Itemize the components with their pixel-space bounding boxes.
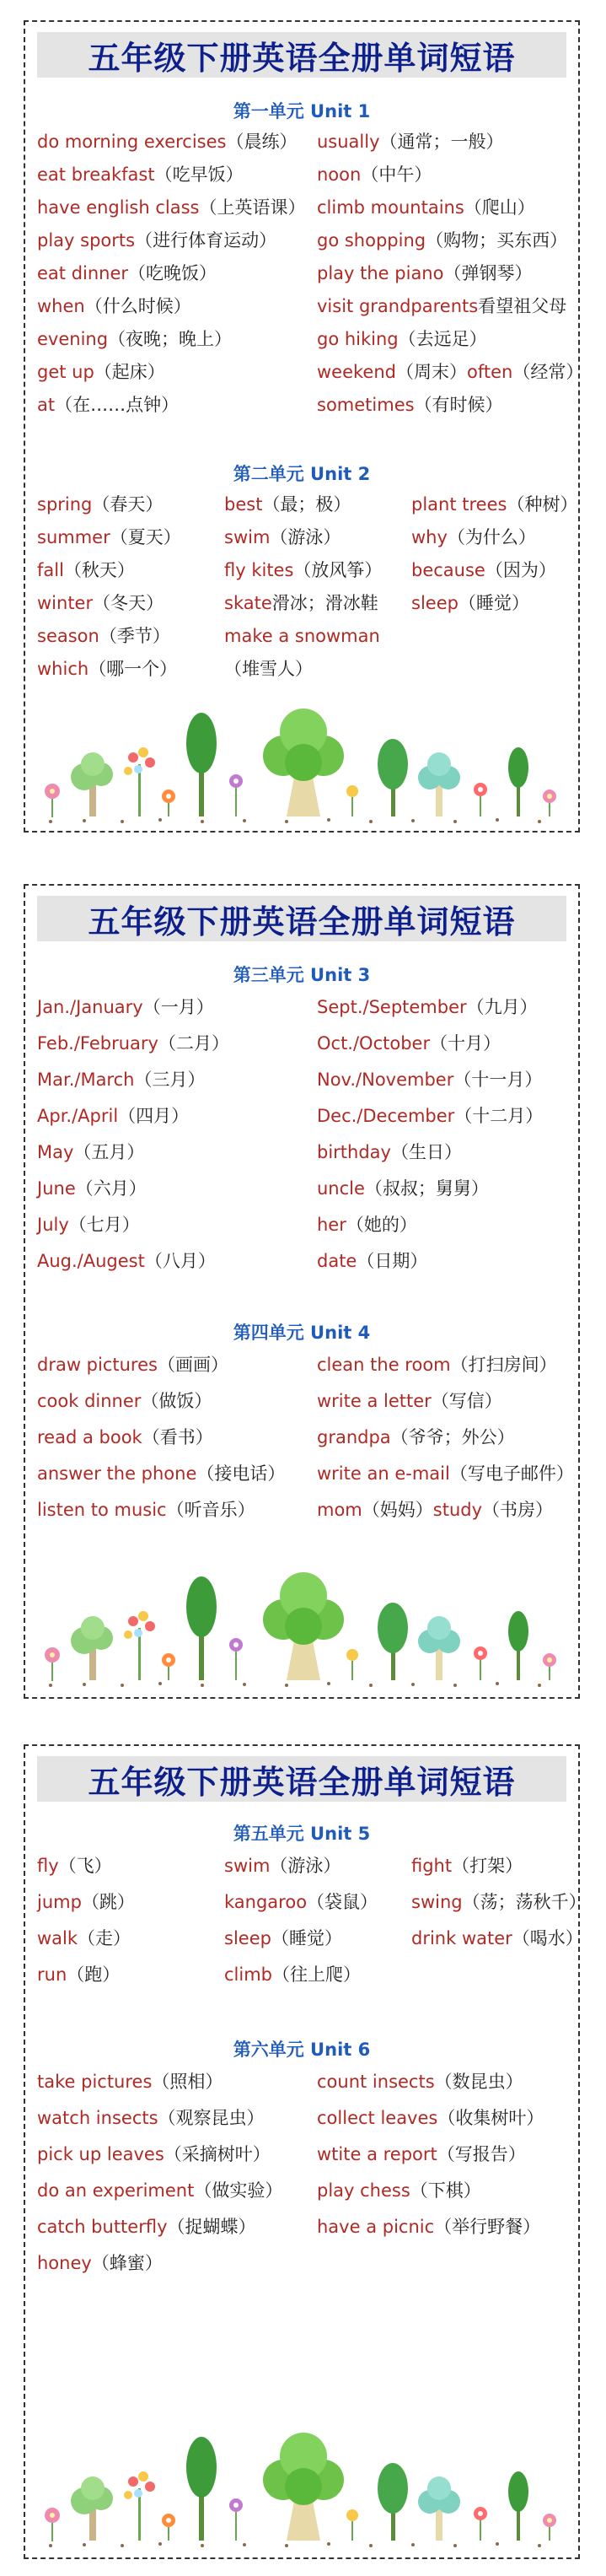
tree-icon — [71, 2476, 113, 2541]
vocab-entry: summer（夏天） — [37, 527, 181, 547]
vocab-entry: have english class（上英语课） — [37, 197, 306, 218]
vocab-entry: visit grandparents看望祖父母 — [317, 296, 567, 316]
vocab-entry: swim（游泳） — [224, 527, 341, 547]
vocab-entry: Dec./December（十二月） — [317, 1106, 544, 1126]
vocab-entry: collect leaves（收集树叶） — [317, 2108, 544, 2128]
vocab-entry: run（跑） — [37, 1964, 121, 1985]
vocab-entry: pick up leaves（采摘树叶） — [37, 2144, 271, 2164]
unit-title: 第五单元 Unit 5 — [233, 1824, 371, 1844]
vocab-entry: plant trees（种树） — [411, 494, 578, 515]
vocab-entry: swing（荡；荡秋千） — [411, 1892, 587, 1912]
flower-small — [162, 1653, 175, 1680]
flower-yellow — [346, 785, 358, 816]
flower-pink — [45, 2508, 60, 2541]
vocab-entry: June（六月） — [37, 1178, 147, 1199]
vocab-entry: get up（起床） — [37, 362, 165, 382]
vocab-entry: cook dinner（做饭） — [37, 1391, 212, 1411]
vocab-entry: write an e-mail（写电子邮件） — [317, 1463, 574, 1484]
big-tree-icon — [263, 2433, 344, 2541]
tree-icon — [508, 747, 528, 816]
tree-icon — [186, 1576, 217, 1680]
word-card-3 — [24, 1744, 587, 2559]
tree-icon — [418, 752, 460, 816]
flower-red — [474, 1646, 487, 1680]
vocab-entry: which（哪一个） — [37, 659, 178, 679]
vocab-entry: sometimes（有时候） — [317, 395, 503, 415]
vocab-entry: play chess（下棋） — [317, 2180, 481, 2201]
flower-yellow — [346, 1649, 358, 1680]
word-card-2 — [24, 884, 580, 1699]
vocab-entry: answer the phone（接电话） — [37, 1463, 286, 1484]
vocab-entry: watch insects（观察昆虫） — [37, 2108, 265, 2128]
vocab-entry: play the piano（弹钢琴） — [317, 263, 533, 283]
vocab-entry: Sept./September（九月） — [317, 997, 538, 1017]
vocab-entry: Jan./January（一月） — [37, 997, 214, 1017]
tree-icon — [508, 2471, 528, 2541]
tree-icon — [186, 2437, 217, 2541]
vocab-entry: best（最；极） — [224, 494, 351, 515]
page-title: 五年级下册英语全册单词短语 — [37, 896, 566, 941]
vocab-entry: write a letter（写信） — [317, 1391, 502, 1411]
vocab-entry: uncle（叔叔；舅舅） — [317, 1178, 489, 1199]
tree-icon — [71, 1616, 113, 1680]
unit-title: 第六单元 Unit 6 — [233, 2040, 371, 2060]
flower-purple — [229, 2498, 243, 2541]
tree-icon — [378, 2463, 408, 2541]
vocab-entry: play sports（进行体育运动） — [37, 230, 277, 251]
unit-title: 第一单元 Unit 1 — [233, 101, 371, 121]
flower-pink — [543, 1653, 556, 1680]
vocab-entry: Feb./February（二月） — [37, 1033, 229, 1054]
tree-icon — [418, 2476, 460, 2541]
ground-dots — [49, 818, 541, 823]
big-tree-icon — [263, 1572, 344, 1680]
vocab-entry: clean the room（打扫房间） — [317, 1355, 557, 1375]
vocab-entry: take pictures（照相） — [37, 2072, 223, 2092]
vocab-entry: July（七月） — [37, 1215, 140, 1235]
vocab-entry: fly（飞） — [37, 1856, 112, 1876]
vocab-entry: walk（走） — [37, 1928, 131, 1948]
unit-title: 第四单元 Unit 4 — [233, 1323, 371, 1343]
vocab-entry: weekend（周末）often（经常） — [317, 362, 584, 382]
vocab-entry-meaning: （堆雪人） — [224, 659, 313, 679]
vocab-entry: at（在……点钟） — [37, 395, 180, 415]
flower-yellow — [346, 2509, 358, 2541]
vocab-entry: count insects（数昆虫） — [317, 2072, 523, 2092]
tree-garden-illustration — [34, 2421, 570, 2552]
vocab-entry: birthday（生日） — [317, 1142, 462, 1162]
vocab-entry: do an experiment（做实验） — [37, 2180, 283, 2201]
big-tree-icon — [263, 709, 344, 816]
flower-red — [474, 2507, 487, 2541]
flower-small — [162, 790, 175, 816]
vocab-entry: fly kites（放风筝） — [224, 560, 383, 580]
vocab-entry: do morning exercises（晨练） — [37, 132, 298, 152]
ground-dots — [49, 1682, 541, 1687]
vocab-entry: her（她的） — [317, 1215, 417, 1235]
vocab-entry: Oct./October（十月） — [317, 1033, 501, 1054]
vocab-entry: Apr./April（四月） — [37, 1106, 190, 1126]
flower-cluster-icon — [124, 1611, 155, 1680]
vocab-entry: go shopping（购物；买东西） — [317, 230, 568, 251]
flower-pink — [45, 1647, 60, 1681]
ground-dots — [49, 2542, 541, 2547]
flower-small — [162, 2514, 175, 2541]
tree-icon — [418, 1616, 460, 1680]
tree-icon — [186, 713, 217, 816]
page-title: 五年级下册英语全册单词短语 — [37, 32, 566, 78]
flower-cluster-icon — [124, 2471, 155, 2541]
vocab-entry: draw pictures（画画） — [37, 1355, 228, 1375]
flower-pink — [543, 790, 556, 816]
vocab-entry: winter（冬天） — [37, 593, 164, 613]
vocab-entry: eat breakfast（吃早饭） — [37, 164, 244, 185]
vocab-entry: noon（中午） — [317, 164, 432, 185]
word-card-1 — [24, 20, 584, 833]
vocab-entry: climb（往上爬） — [224, 1964, 362, 1985]
vocab-entry: spring（春天） — [37, 494, 164, 515]
vocab-entry: jump（跳） — [37, 1892, 135, 1912]
vocab-entry: Aug./Augest（八月） — [37, 1251, 216, 1271]
vocab-entry: mom（妈妈）study（书房） — [317, 1500, 554, 1520]
flower-pink — [543, 2514, 556, 2541]
unit-title: 第三单元 Unit 3 — [233, 965, 371, 985]
vocab-entry: go hiking（去远足） — [317, 329, 487, 349]
vocab-entry: when（什么时候） — [37, 296, 191, 316]
vocab-entry: eat dinner（吃晚饭） — [37, 263, 217, 283]
vocab-entry: kangaroo（袋鼠） — [224, 1892, 378, 1912]
vocab-entry: have a picnic（举行野餐） — [317, 2217, 541, 2237]
vocab-entry: skate滑冰；滑冰鞋 — [224, 593, 378, 613]
vocab-entry: Mar./March（三月） — [37, 1070, 206, 1090]
vocab-entry: read a book（看书） — [37, 1427, 213, 1447]
vocab-entry: make a snowman — [224, 626, 380, 646]
vocab-entry: sleep（睡觉） — [411, 593, 529, 613]
vocab-entry: grandpa（爷爷；外公） — [317, 1427, 515, 1447]
vocab-entry: climb mountains（爬山） — [317, 197, 535, 218]
vocab-entry: swim（游泳） — [224, 1856, 341, 1876]
tree-icon — [71, 752, 113, 816]
vocab-entry: usually（通常；一般） — [317, 132, 504, 152]
vocab-entry: Nov./November（十一月） — [317, 1070, 543, 1090]
vocab-entry: wtite a report（写报告） — [317, 2144, 526, 2164]
vocab-entry: drink water（喝水） — [411, 1928, 583, 1948]
tree-icon — [508, 1611, 528, 1680]
vocab-entry: fight（打架） — [411, 1856, 523, 1876]
vocab-entry: season（季节） — [37, 626, 170, 646]
unit-title: 第二单元 Unit 2 — [233, 464, 371, 484]
vocab-entry: catch butterfly（捉蝴蝶） — [37, 2217, 256, 2237]
vocab-entry: listen to music（听音乐） — [37, 1500, 255, 1520]
tree-icon — [378, 1603, 408, 1680]
vocab-entry: why（为什么） — [411, 527, 536, 547]
flower-purple — [229, 1638, 243, 1680]
page-title: 五年级下册英语全册单词短语 — [37, 1756, 566, 1802]
tree-garden-illustration — [34, 1560, 570, 1691]
flower-red — [474, 783, 487, 816]
vocab-entry: fall（秋天） — [37, 560, 135, 580]
flower-pink — [45, 784, 60, 817]
flower-purple — [229, 774, 243, 816]
vocab-entry: honey（蜂蜜） — [37, 2253, 163, 2273]
vocab-entry: evening（夜晚；晚上） — [37, 329, 233, 349]
vocab-entry: because（因为） — [411, 560, 556, 580]
vocab-entry: May（五月） — [37, 1142, 145, 1162]
tree-icon — [378, 739, 408, 816]
vocab-entry: sleep（睡觉） — [224, 1928, 342, 1948]
vocab-entry: date（日期） — [317, 1251, 428, 1271]
tree-garden-illustration — [34, 697, 570, 827]
flower-cluster-icon — [124, 747, 155, 816]
